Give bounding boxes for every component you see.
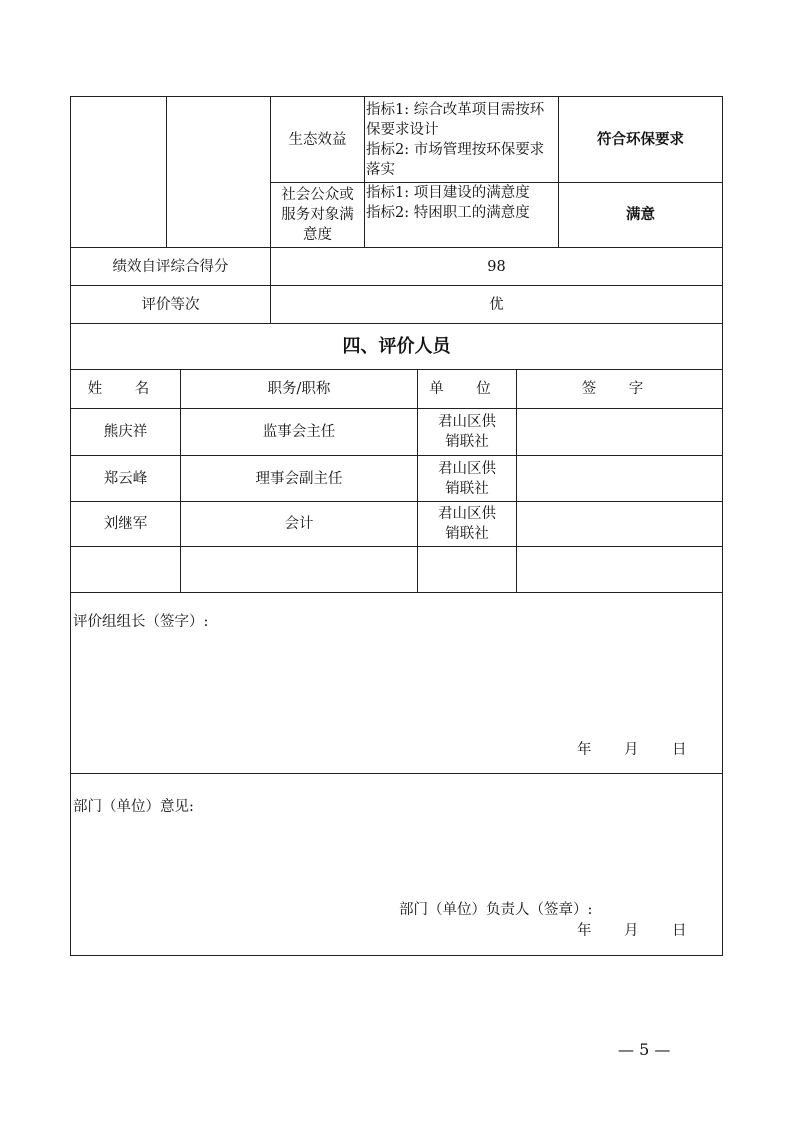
leader-date-month: 月 <box>624 742 639 758</box>
person-signature[interactable] <box>517 456 722 501</box>
dept-date-month: 月 <box>624 923 639 939</box>
score-value: 98 <box>487 258 506 275</box>
person-title: 理事会副主任 <box>255 470 343 487</box>
ecological-category: 生态效益 <box>288 131 347 148</box>
satisfaction-category: 社会公众或 服务对象满 意度 <box>281 187 354 243</box>
col-divider-1 <box>166 96 167 247</box>
dept-opinion-label: 部门（单位）意见: <box>73 799 194 815</box>
person-signature[interactable] <box>517 409 722 455</box>
person-signature[interactable] <box>517 502 722 546</box>
person-title: 监事会主任 <box>262 424 336 440</box>
person-name: 刘继军 <box>103 516 148 532</box>
empty-title-cell[interactable] <box>181 547 417 592</box>
person-unit: 君山区供 销联社 <box>438 414 496 450</box>
empty-sign-cell[interactable] <box>517 547 722 592</box>
dept-date-year: 年 <box>577 923 592 939</box>
dept-signer-label: 部门（单位）负责人（签章）: <box>399 902 593 918</box>
empty-name-cell[interactable] <box>71 547 180 592</box>
ecological-indicators: 指标1: 综合改革项目需按环 保要求设计 指标2: 市场管理按环保要求 落实 <box>366 101 545 178</box>
header-name: 姓 名 <box>87 381 164 397</box>
page-number: — 5 — <box>618 1040 671 1059</box>
leader-date-day: 日 <box>672 742 687 758</box>
dept-date-day: 日 <box>672 923 687 939</box>
leader-sign-label: 评价组组长（签字）: <box>73 614 209 630</box>
person-unit: 君山区供 销联社 <box>438 506 496 542</box>
score-label: 绩效自评综合得分 <box>112 258 229 275</box>
person-title: 会计 <box>284 516 314 532</box>
satisfaction-indicators: 指标1: 项目建设的满意度 指标2: 特困职工的满意度 <box>366 185 530 221</box>
person-name: 郑云峰 <box>103 470 148 487</box>
col-divider-3 <box>364 96 365 247</box>
header-sign: 签 字 <box>581 381 658 397</box>
border-bottom <box>70 955 723 956</box>
person-unit: 君山区供 销联社 <box>438 460 496 497</box>
satisfaction-result: 满意 <box>626 207 655 223</box>
grade-value: 优 <box>489 296 504 313</box>
header-unit: 单 位 <box>429 381 505 397</box>
ecological-result: 符合环保要求 <box>597 131 684 148</box>
empty-unit-cell[interactable] <box>418 547 516 592</box>
section-title: 四、评价人员 <box>342 335 451 357</box>
leader-date-year: 年 <box>577 742 592 758</box>
person-name: 熊庆祥 <box>103 424 148 440</box>
border-right <box>722 96 723 956</box>
grade-label: 评价等次 <box>141 296 200 313</box>
header-title: 职务/职称 <box>267 381 331 397</box>
